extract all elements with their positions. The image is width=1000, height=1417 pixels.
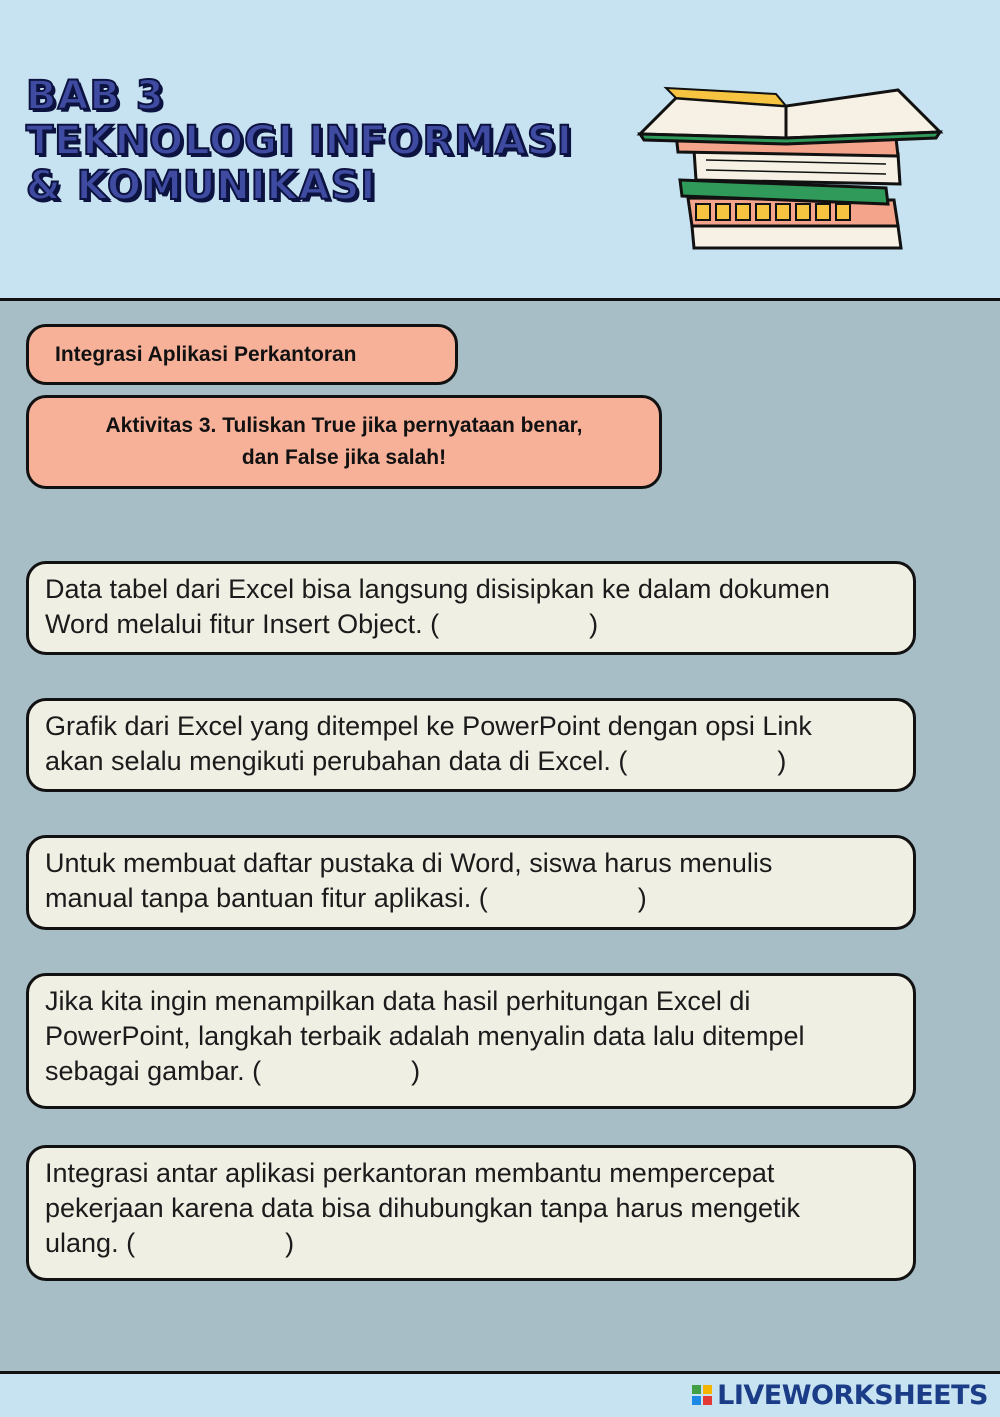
question-card: [26, 698, 916, 792]
question-card: [26, 561, 916, 655]
activity-instructions: [26, 395, 662, 489]
question-line: sebagai gambar. ( ): [45, 1056, 421, 1086]
activity-line: Aktivitas 3. Tuliskan True jika pernyataan benar,: [105, 414, 583, 437]
title-line: BAB 3: [26, 73, 165, 119]
title-line: & KOMUNIKASI: [26, 163, 377, 209]
question-line: manual tanpa bantuan fitur aplikasi. ( ): [45, 883, 647, 913]
title-line: TEKNOLOGI INFORMASI: [26, 118, 573, 164]
question-line: Grafik dari Excel yang ditempel ke PowerPoint dengan opsi Link: [45, 711, 812, 741]
question-card: [26, 835, 916, 930]
question-card: [26, 1145, 916, 1281]
question-line: Word melalui fitur Insert Object. ( ): [45, 609, 599, 639]
question-line: akan selalu mengikuti perubahan data di Excel. ( ): [45, 746, 787, 776]
liveworksheets-logo-icon: [691, 1384, 713, 1406]
question-line: Integrasi antar aplikasi perkantoran membantu mempercepat: [45, 1158, 775, 1188]
book-stack-icon: [636, 76, 946, 258]
question-card: [26, 973, 916, 1109]
question-line: Untuk membuat daftar pustaka di Word, siswa harus menulis: [45, 848, 773, 878]
activity-line: dan False jika salah!: [241, 446, 447, 469]
logo-text: LIVEWORKSHEETS: [717, 1379, 988, 1411]
page-title: [26, 74, 573, 209]
footer-bar: [0, 1371, 1000, 1417]
question-line: pekerjaan karena data bisa dihubungkan tanpa harus mengetik: [45, 1193, 801, 1223]
question-line: Jika kita ingin menampilkan data hasil perhitungan Excel di: [45, 986, 751, 1016]
question-line: ulang. ( ): [45, 1228, 295, 1258]
question-line: PowerPoint, langkah terbaik adalah menyalin data lalu ditempel: [45, 1021, 805, 1051]
question-line: Data tabel dari Excel bisa langsung disisipkan ke dalam dokumen: [45, 574, 830, 604]
topic-label: Integrasi Aplikasi Perkantoran: [26, 324, 458, 385]
liveworksheets-logo[interactable]: [691, 1380, 988, 1410]
header-banner: [0, 0, 1000, 301]
